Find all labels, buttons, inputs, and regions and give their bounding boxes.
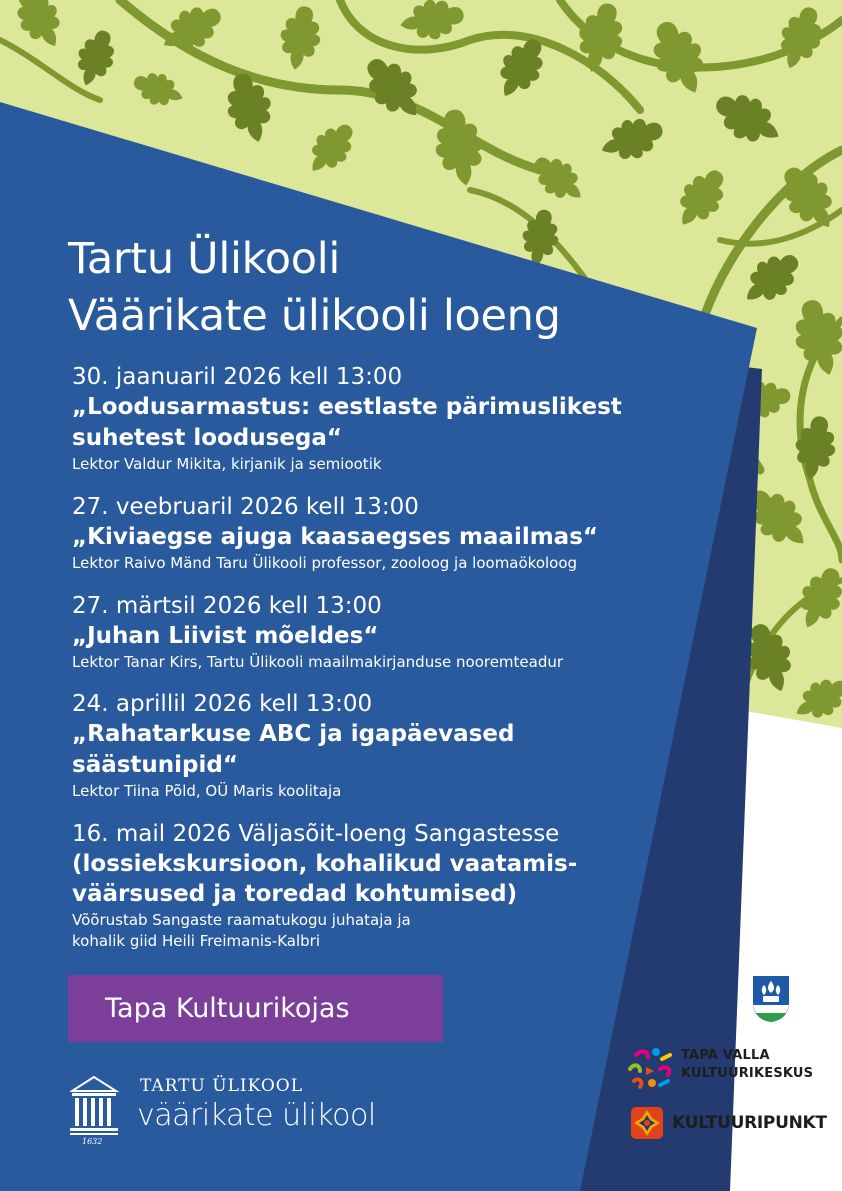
title-line-1: Tartu Ülikooli <box>68 234 341 284</box>
kultuuripunkt-label: KULTUURIPUNKT <box>672 1113 827 1133</box>
lecture-4-date: 24. aprillil 2026 kell 13:00 <box>72 691 373 717</box>
lecture-5-title-line-2: väärsused ja toredad kohtumised) <box>72 881 518 907</box>
venue-banner <box>68 975 443 1042</box>
university-program-name: väärikate ülikool <box>137 1098 376 1133</box>
lecture-3-date: 27. märtsil 2026 kell 13:00 <box>72 593 382 619</box>
lecture-5-lecturer-line-1: Võõrustab Sangaste raamatukogu juhataja ja <box>72 911 411 929</box>
kultuuripunkt-icon <box>630 1106 664 1140</box>
tapa-parish-crest-icon <box>752 975 790 1023</box>
university-year: 1632 <box>82 1137 103 1146</box>
kultuurikeskus-name-line-2: KULTUURIKESKUS <box>681 1066 814 1081</box>
lecture-2-title-line-1: „Kiviaegse ajuga kaasaegses maailmas“ <box>72 524 599 550</box>
university-name: TARTU ÜLIKOOL <box>140 1076 303 1096</box>
lecture-2-date: 27. veebruaril 2026 kell 13:00 <box>72 494 419 520</box>
lecture-2-lecturer: Lektor Raivo Mänd Taru Ülikooli professor, zooloog ja loomaökoloog <box>72 554 578 572</box>
lecture-3-title-line-1: „Juhan Liivist mõeldes“ <box>72 623 379 649</box>
venue-label: Tapa Kultuurikojas <box>105 993 350 1024</box>
lecture-4-lecturer: Lektor Tiina Põld, OÜ Maris koolitaja <box>72 782 342 800</box>
lecture-3-lecturer: Lektor Tanar Kirs, Tartu Ülikooli maailmakirjanduse nooremteadur <box>72 653 564 671</box>
lecture-1-title-line-2: suhetest loodusega“ <box>72 425 343 451</box>
kultuurikeskus-name-line-1: TAPA VALLA <box>681 1048 770 1063</box>
lecture-1-date: 30. jaanuaril 2026 kell 13:00 <box>72 364 403 390</box>
lecture-5-date: 16. mail 2026 Väljasõit-loeng Sangastesse <box>72 821 560 847</box>
tapa-valla-kultuurikeskus-icon <box>628 1045 674 1090</box>
lecture-4-title-line-2: säästunipid“ <box>72 752 238 778</box>
lecture-5-title-line-1: (lossiekskursioon, kohalikud vaatamis- <box>72 851 578 877</box>
lecture-1-title-line-1: „Loodusarmastus: eestlaste pärimuslikest <box>72 394 622 420</box>
lecture-5-lecturer-line-2: kohalik giid Heili Freimanis-Kalbri <box>72 932 321 950</box>
lecture-4-title-line-1: „Rahatarkuse ABC ja igapäevased <box>72 721 515 747</box>
title-line-2: Väärikate ülikooli loeng <box>68 291 561 341</box>
lecture-1-lecturer: Lektor Valdur Mikita, kirjanik ja semiootik <box>72 455 382 473</box>
